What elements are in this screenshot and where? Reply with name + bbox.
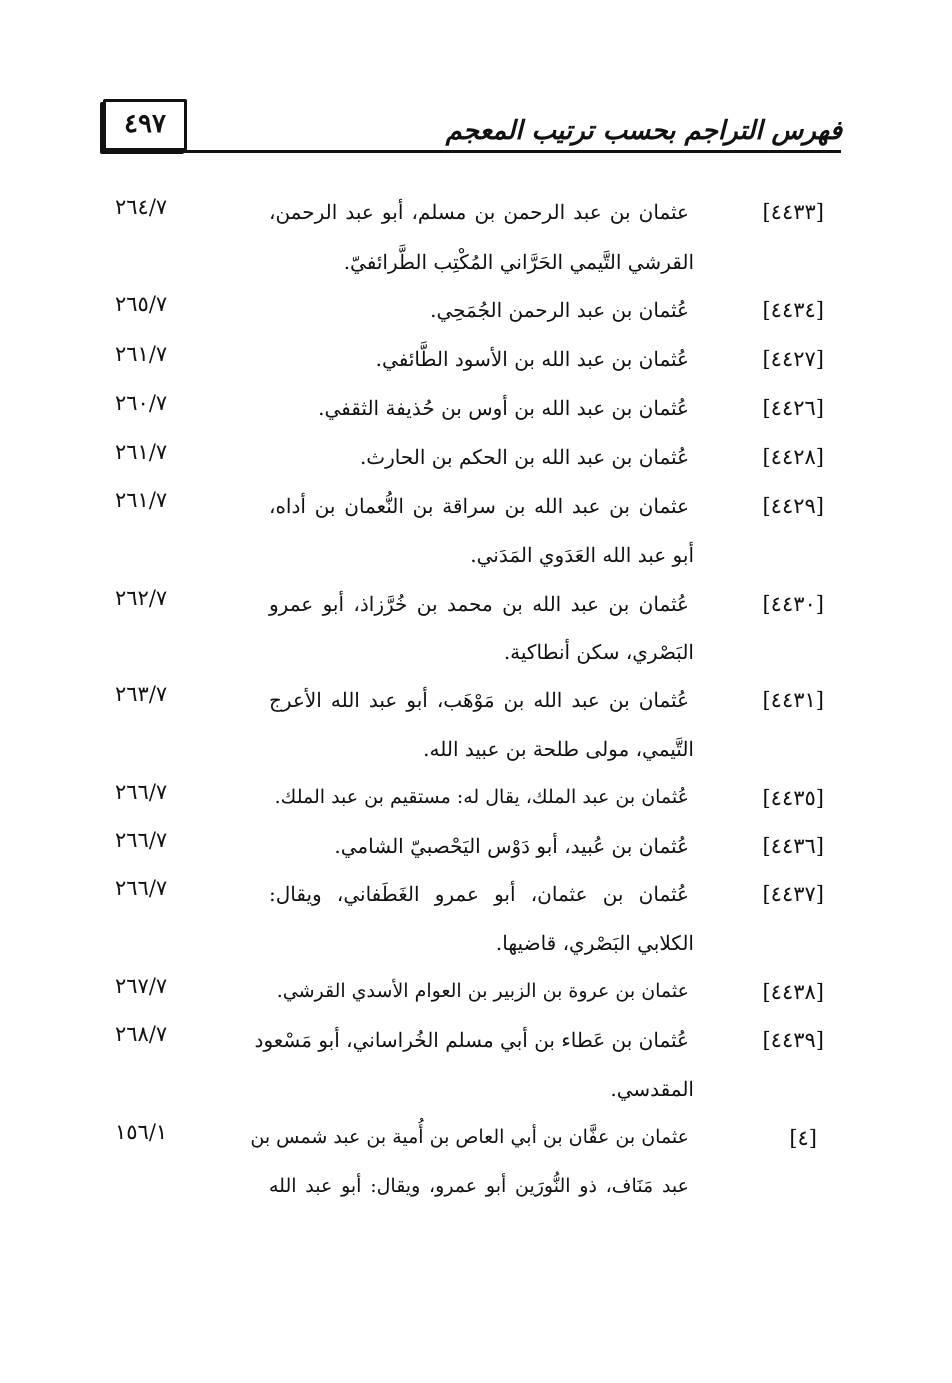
volume-page-ref: ٢٦٦/٧ [115,828,168,852]
entry-text-line: عُثمان بن عُبيد، أبو دَوْس اليَحْصبيّ الشامي. [334,834,689,858]
entry-text-line: عُثمان بن عبد الرحمن الجُمَحِي. [430,298,689,322]
entry-number: [٤٤٣٨] [762,980,824,1004]
entry-number: [٤٤٢٩] [762,494,824,518]
entry-text-line: عثمان بن عبد الله بن سراقة بن النُّعمان بن أداه، [269,494,689,518]
entry-text-line: عُثمان بن عبد الله بن الحكم بن الحارث. [359,445,689,469]
volume-page-ref: ٢٦٠/٧ [115,391,168,415]
entry-text-line: الكلابي البَصْري، قاضيها. [495,931,694,955]
volume-page-ref: ٢٦٤/٧ [115,195,168,219]
entry-number: [٤٤٣٤] [762,298,824,322]
volume-page-ref: ٢٦٥/٧ [115,292,168,316]
entry-number: [٤٤٢٨] [762,445,824,469]
entry-text-line: عُثمان بن عَطاء بن أبي مسلم الخُراساني، أبو مَسْعود [254,1028,689,1052]
volume-page-ref: ٢٦٣/٧ [115,682,168,706]
volume-page-ref: ٢٦٦/٧ [115,780,168,804]
entry-text-line: عُثمان بن عبد الملك، يقال له: مستقيم بن عبد الملك. [274,786,689,808]
entry-number: [٤] [789,1126,817,1150]
volume-page-ref: ٢٦١/٧ [115,488,168,512]
header-rule [103,150,841,153]
entry-number: [٤٤٣٥] [762,786,824,810]
entry-text-line: عثمان بن عفَّان بن أبي العاص بن أُمية بن عبد شمس بن [250,1126,689,1148]
page-number: ٤٩٧ [124,109,166,139]
running-title: فهرس التراجم بحسب ترتيب المعجم [445,116,842,146]
entry-text-line: التَّيمي، مولى طلحة بن عبيد الله. [423,737,694,761]
entry-text-line: عُثمان بن عبد الله بن مَوْهَب، أبو عبد الله الأعرج [269,688,689,712]
volume-page-ref: ٢٦٨/٧ [115,1022,168,1046]
entry-text-line: البَصْري، سكن أنطاكية. [503,640,694,664]
entry-number: [٤٤٣٦] [762,834,824,858]
volume-page-ref: ٢٦١/٧ [115,342,168,366]
volume-page-ref: ٢٦٧/٧ [115,974,168,998]
entry-number: [٤٤٣٠] [762,592,824,616]
volume-page-ref: ٢٦٦/٧ [115,876,168,900]
entry-text-line: المقدسي. [610,1077,694,1101]
entry-text-line: عُثمان بن عبد الله بن أوس بن حُذيفة الثقفي. [318,396,689,420]
entry-text-line: أبو عبد الله العَدَوي المَدَني. [470,543,694,567]
volume-page-ref: ٢٦٢/٧ [115,586,168,610]
entry-text-line: عُثمان بن عثمان، أبو عمرو الغَطَفاني، ويقال: [269,882,689,906]
volume-page-ref: ١٥٦/١ [115,1120,168,1144]
entry-text-line: عُثمان بن عبد الله بن الأسود الطَّائفي. [375,347,689,371]
entry-text-line: عثمان بن عروة بن الزبير بن العوام الأسدي القرشي. [276,980,689,1002]
entry-text-line: عبد مَنَاف، ذو النُّورَين أبو عمرو، ويقال: أبو عبد الله [269,1175,689,1197]
entry-text-line: القرشي التَّيمي الحَرَّاني المُكْتِب الطَّرائفيّ. [343,250,694,274]
entry-number: [٤٤٢٧] [762,347,824,371]
entry-number: [٤٤٣٩] [762,1028,824,1052]
volume-page-ref: ٢٦١/٧ [115,440,168,464]
entry-number: [٤٤٣١] [762,688,824,712]
entry-number: [٤٤٢٦] [762,396,824,420]
entry-text-line: عثمان بن عبد الرحمن بن مسلم، أبو عبد الرحمن، [269,200,689,224]
entry-text-line: عُثمان بن عبد الله بن محمد بن خُرَّزاذ، أبو عمرو [269,592,689,616]
entry-number: [٤٤٣٧] [762,882,824,906]
page-number-box [103,99,187,151]
entry-number: [٤٤٣٣] [762,200,824,224]
